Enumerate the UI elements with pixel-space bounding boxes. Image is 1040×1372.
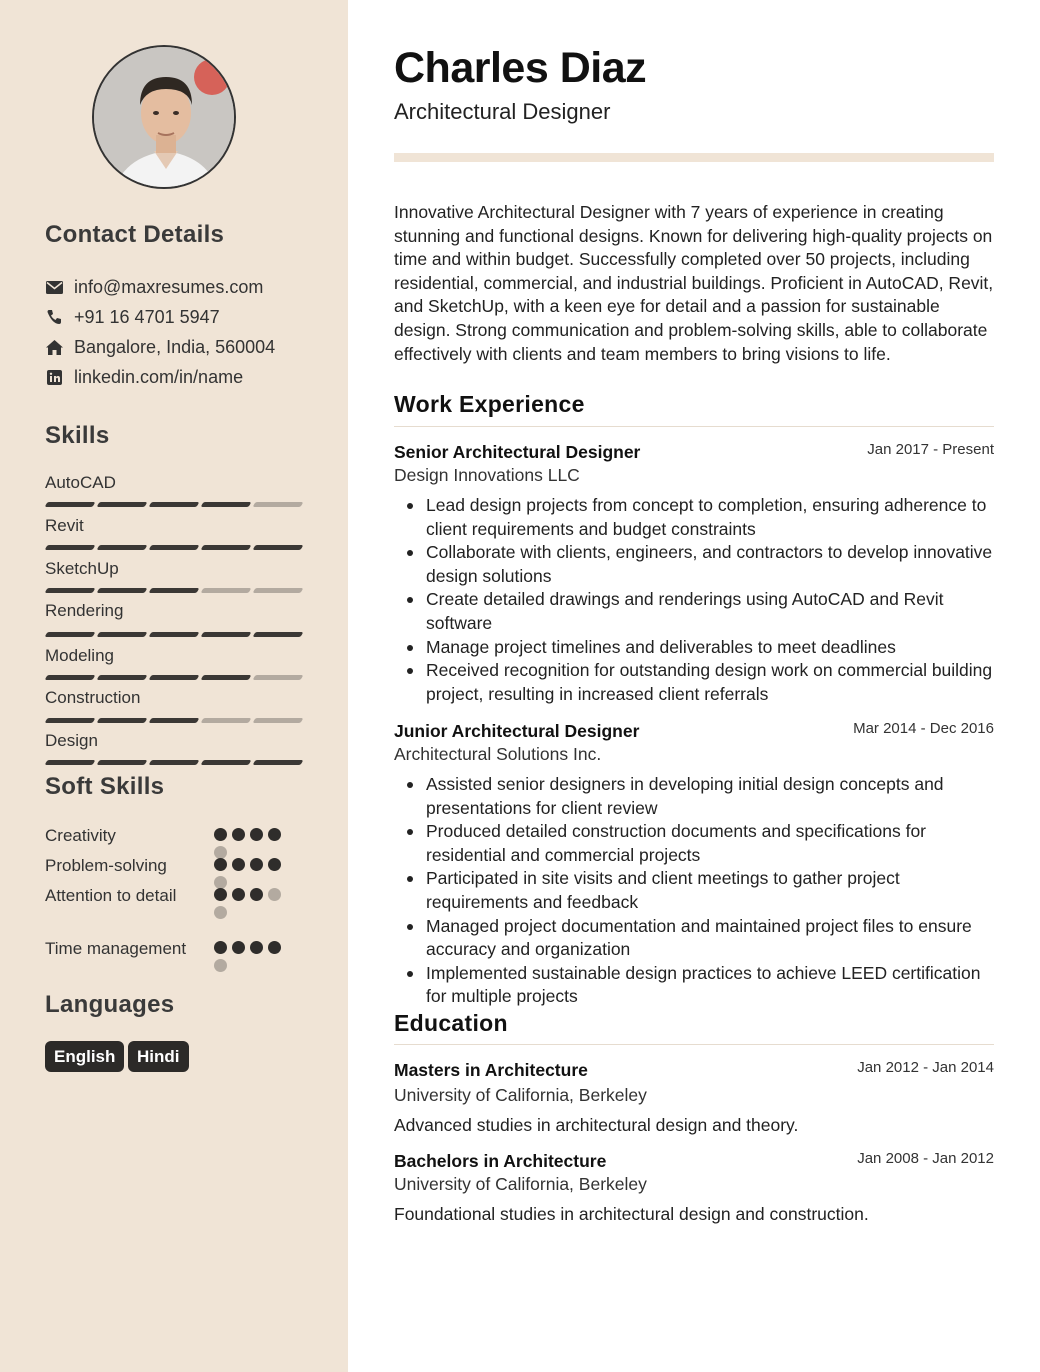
skill-name: Modeling [45, 646, 114, 665]
language-badge: Hindi [128, 1041, 189, 1072]
skill-level-bar [46, 760, 302, 765]
soft-skill-name: Time management [45, 939, 187, 958]
job-bullet: Managed project documentation and maintained project files to ensure accuracy and organization [394, 915, 998, 962]
contact-address [45, 335, 275, 359]
degree-dates: Jan 2012 - Jan 2014 [857, 1059, 994, 1076]
skill-name: Construction [45, 688, 141, 707]
skill-level-segment [253, 502, 304, 507]
skill-level-bar [46, 632, 302, 637]
sidebar [0, 0, 348, 1372]
job-title: Junior Architectural Designer [394, 721, 640, 741]
job-bullets [394, 773, 998, 1009]
skill-level-segment [45, 718, 96, 723]
skill-level-bar [46, 675, 302, 680]
skill-level-segment [201, 588, 252, 593]
skill-level-segment [253, 760, 304, 765]
contact-linkedin-text: linkedin.com/in/name [74, 366, 244, 387]
job-bullet: Create detailed drawings and renderings using AutoCAD and Revit software [394, 588, 998, 635]
skill-level-segment [45, 632, 96, 637]
rating-dot [214, 858, 227, 871]
soft-skill-rating [214, 941, 292, 972]
rating-dot [250, 858, 263, 871]
skill-level-bar [46, 545, 302, 550]
degree-school: University of California, Berkeley [394, 1085, 647, 1105]
linkedin-icon [45, 368, 63, 386]
contact-heading: Contact Details [45, 221, 225, 248]
skill-name: Revit [45, 516, 84, 535]
skill-level-segment [253, 588, 304, 593]
skill-level-segment [97, 675, 148, 680]
skill-level-segment [149, 675, 200, 680]
header-divider [394, 153, 994, 162]
languages-heading: Languages [45, 991, 175, 1018]
rating-dot [250, 888, 263, 901]
skill-level-segment [45, 588, 96, 593]
rating-dot [232, 828, 245, 841]
degree-title: Bachelors in Architecture [394, 1151, 607, 1171]
main-content [348, 0, 1040, 1372]
skill-level-segment [253, 718, 304, 723]
profile-summary: Innovative Architectural Designer with 7 years of experience in creating stunning and functional designs. Known for delivering high-quality projects on time and within budget. Successfully completed over 50 projects, including residential, commercial, and industrial buildings. Proficient in AutoCAD, Revit, and SketchUp, with a keen eye for detail and a passion for sustainable design. Strong communication and problem-solving skills, able to collaborate effectively with clients and team members to bring visions to life. [394, 202, 994, 364]
home-icon [45, 338, 63, 356]
skill-level-segment [97, 502, 148, 507]
skill-level-bar [46, 718, 302, 723]
skill-level-segment [201, 545, 252, 550]
rating-dot [214, 828, 227, 841]
skill-level-segment [201, 632, 252, 637]
skill-level-segment [201, 718, 252, 723]
contact-email[interactable] [45, 275, 263, 299]
skill-level-segment [201, 760, 252, 765]
skill-name: AutoCAD [45, 473, 116, 492]
skill-level-segment [253, 675, 304, 680]
job-bullet: Received recognition for outstanding design work on commercial building project, resulting in increased client referrals [394, 659, 998, 706]
section-divider [394, 426, 994, 427]
degree-school: University of California, Berkeley [394, 1174, 647, 1194]
skill-level-segment [149, 545, 200, 550]
job-bullet: Manage project timelines and deliverables to meet deadlines [394, 636, 998, 660]
skill-level-segment [149, 632, 200, 637]
skill-level-segment [201, 675, 252, 680]
candidate-name: Charles Diaz [394, 44, 647, 92]
degree-dates: Jan 2008 - Jan 2012 [857, 1150, 994, 1167]
job-bullet: Assisted senior designers in developing initial design concepts and presentations for client review [394, 773, 998, 820]
skill-level-segment [97, 588, 148, 593]
envelope-icon [45, 278, 63, 296]
soft-skill-name: Creativity [45, 826, 116, 845]
rating-dot [232, 888, 245, 901]
rating-dot [268, 888, 281, 901]
contact-phone[interactable] [45, 305, 220, 329]
rating-dot [268, 941, 281, 954]
job-bullet: Collaborate with clients, engineers, and contractors to develop innovative design solutions [394, 541, 998, 588]
rating-dot [268, 858, 281, 871]
skill-level-segment [45, 545, 96, 550]
job-bullet: Lead design projects from concept to completion, ensuring adherence to client requirements and budget constraints [394, 494, 998, 541]
skill-level-segment [253, 545, 304, 550]
skill-level-segment [45, 502, 96, 507]
skills-heading: Skills [45, 422, 110, 449]
skill-name: Design [45, 731, 98, 750]
job-bullet: Produced detailed construction documents and specifications for residential and commercial projects [394, 820, 998, 867]
skill-level-segment [97, 632, 148, 637]
work-experience-heading: Work Experience [394, 391, 585, 417]
skill-level-segment [97, 545, 148, 550]
soft-skill-rating [214, 888, 292, 919]
job-dates: Jan 2017 - Present [867, 441, 994, 458]
skill-level-segment [149, 502, 200, 507]
contact-address-text: Bangalore, India, 560004 [74, 336, 276, 357]
job-bullet: Participated in site visits and client meetings to gather project requirements and feedback [394, 867, 998, 914]
job-company: Design Innovations LLC [394, 465, 580, 485]
skill-level-segment [45, 675, 96, 680]
soft-skill-name: Attention to detail [45, 886, 177, 905]
job-title: Senior Architectural Designer [394, 442, 641, 462]
contact-phone-text: +91 16 4701 5947 [74, 306, 220, 327]
candidate-title: Architectural Designer [394, 99, 611, 124]
contact-email-text: info@maxresumes.com [74, 276, 264, 297]
skill-level-segment [149, 718, 200, 723]
phone-icon [45, 308, 63, 326]
skill-level-segment [97, 718, 148, 723]
rating-dot [250, 941, 263, 954]
profile-photo [92, 45, 236, 189]
skill-level-segment [253, 632, 304, 637]
rating-dot [214, 888, 227, 901]
degree-title: Masters in Architecture [394, 1060, 588, 1080]
skill-level-segment [149, 588, 200, 593]
rating-dot [232, 858, 245, 871]
rating-dot [268, 828, 281, 841]
skill-level-bar [46, 502, 302, 507]
rating-dot [232, 941, 245, 954]
skill-name: SketchUp [45, 559, 119, 578]
rating-dot [214, 941, 227, 954]
rating-dot [214, 959, 227, 972]
skill-level-segment [45, 760, 96, 765]
language-badge: English [45, 1041, 124, 1072]
job-bullet: Implemented sustainable design practices to achieve LEED certification for multiple projects [394, 962, 998, 1009]
degree-description: Foundational studies in architectural design and construction. [394, 1204, 869, 1224]
skill-level-segment [149, 760, 200, 765]
soft-skill-rating [214, 828, 292, 859]
job-dates: Mar 2014 - Dec 2016 [853, 720, 994, 737]
job-bullets [394, 494, 998, 706]
rating-dot [214, 906, 227, 919]
skill-level-segment [201, 502, 252, 507]
education-heading: Education [394, 1010, 508, 1036]
degree-description: Advanced studies in architectural design and theory. [394, 1115, 799, 1135]
section-divider [394, 1044, 994, 1045]
soft-skill-rating [214, 858, 292, 889]
soft-skill-name: Problem-solving [45, 856, 167, 875]
skill-level-bar [46, 588, 302, 593]
skill-name: Rendering [45, 601, 124, 620]
skill-level-segment [97, 760, 148, 765]
soft-skills-heading: Soft Skills [45, 773, 165, 800]
contact-linkedin[interactable] [45, 365, 243, 389]
rating-dot [250, 828, 263, 841]
job-company: Architectural Solutions Inc. [394, 744, 602, 764]
